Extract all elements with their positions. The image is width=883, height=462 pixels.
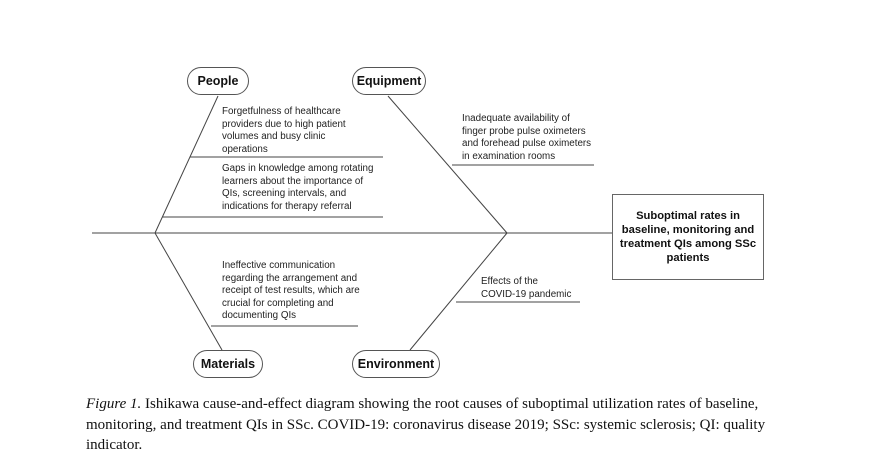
cause-line: Gaps in knowledge among rotating bbox=[222, 163, 374, 174]
cause-line: operations bbox=[222, 143, 268, 155]
effect-line: patients bbox=[666, 252, 710, 264]
effect-line: baseline, monitoring and bbox=[621, 224, 755, 236]
bone-materials bbox=[155, 233, 222, 350]
cause-line: volumes and busy clinic bbox=[222, 131, 326, 143]
cause-line: documenting QIs bbox=[222, 310, 297, 322]
cause-equipment-oximeters bbox=[462, 113, 591, 163]
category-materials: Materials bbox=[193, 350, 263, 378]
cause-line: providers due to high patient bbox=[222, 118, 346, 130]
cause-line: Inadequate availability of bbox=[462, 113, 570, 124]
cause-line: and forehead pulse oximeters bbox=[462, 138, 592, 150]
category-people: People bbox=[187, 67, 249, 95]
cause-line: Ineffective communication bbox=[222, 260, 336, 271]
caption-label: Figure 1. bbox=[86, 396, 142, 412]
effect-box bbox=[612, 194, 764, 280]
effect-line: Suboptimal rates in bbox=[636, 210, 740, 222]
cause-line: receipt of test results, which are bbox=[222, 285, 360, 297]
cause-line: regarding the arrangement and bbox=[222, 272, 358, 284]
bone-people bbox=[155, 96, 218, 233]
cause-line: QIs, screening intervals, and bbox=[222, 188, 347, 200]
cause-line: crucial for completing and bbox=[222, 297, 334, 309]
cause-line: finger probe pulse oximeters bbox=[462, 125, 586, 137]
cause-people-knowledge-gaps bbox=[222, 163, 373, 213]
cause-line: indications for therapy referral bbox=[222, 200, 352, 212]
cause-line: Effects of the bbox=[481, 276, 539, 287]
cause-line: COVID-19 pandemic bbox=[481, 288, 572, 300]
cause-line: learners about the importance of bbox=[222, 175, 364, 187]
cause-people-forgetfulness bbox=[222, 106, 346, 156]
cause-line: Forgetfulness of healthcare bbox=[222, 106, 341, 117]
category-environment: Environment bbox=[352, 350, 440, 378]
cause-line: in examination rooms bbox=[462, 150, 556, 162]
category-equipment: Equipment bbox=[352, 67, 426, 95]
cause-materials-communication bbox=[222, 260, 360, 323]
cause-environment-covid bbox=[481, 276, 571, 301]
caption-text: Ishikawa cause-and-effect diagram showing the root causes of suboptimal utilization rates of baseline, monitoring, and treatment QIs in SSc. COVID-19: coronavirus disease 2019; SSc: systemic sclerosis; QI: quality indicator. bbox=[86, 396, 766, 453]
figure-caption bbox=[86, 394, 806, 456]
effect-line: treatment QIs among SSc bbox=[619, 238, 757, 250]
